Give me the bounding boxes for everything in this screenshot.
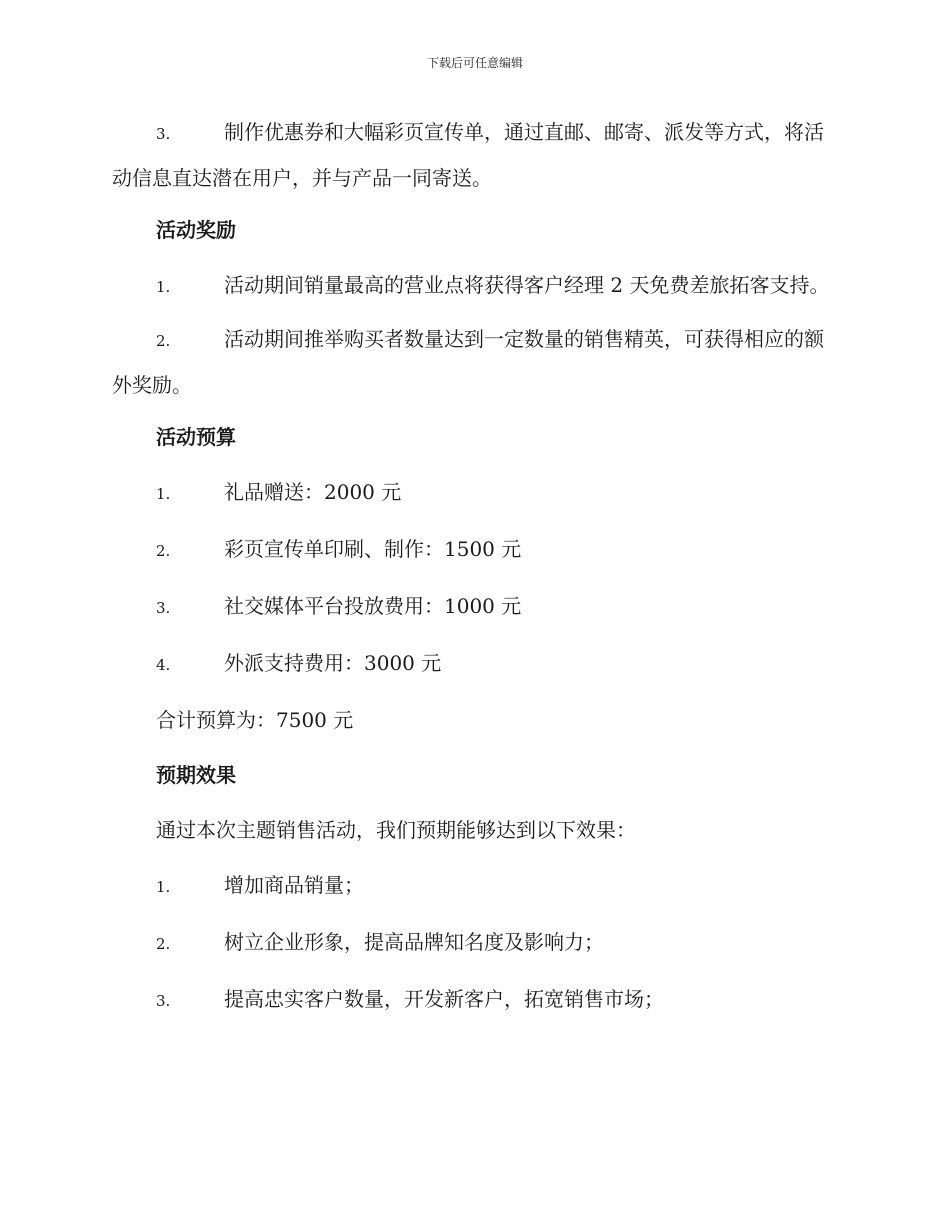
- effect-item: [156, 977, 836, 1023]
- budget-item: [156, 641, 836, 687]
- list-number: 3.: [156, 125, 171, 143]
- list-number: 2.: [156, 332, 171, 350]
- budget-total: 合计预算为：7500 元: [156, 708, 354, 732]
- reward-item: [112, 263, 836, 309]
- reward-item: [112, 317, 836, 407]
- page-header: 下载后可任意编辑: [426, 56, 523, 70]
- list-number: 3.: [156, 992, 171, 1010]
- effect-item: [156, 863, 836, 909]
- list-number: 1.: [156, 278, 171, 296]
- section-heading-budget: 活动预算: [156, 425, 236, 449]
- item-text: 提高忠实客户数量，开发新客户，拓宽销售市场；: [224, 987, 664, 1011]
- list-number: 2.: [156, 935, 171, 953]
- item-text: 树立企业形象，提高品牌知名度及影响力；: [224, 930, 604, 954]
- list-number: 4.: [156, 656, 171, 674]
- effect-item: [156, 920, 836, 966]
- document-body: [112, 110, 836, 1034]
- list-number: 1.: [156, 878, 171, 896]
- paragraph-text: 活动期间销量最高的营业点将获得客户经理 2 天免费差旅拓客支持。: [224, 273, 830, 297]
- budget-item: [156, 527, 836, 573]
- budget-item: [156, 584, 836, 630]
- list-number: 1.: [156, 485, 171, 503]
- section-heading-rewards: 活动奖励: [156, 218, 236, 242]
- item-text: 礼品赠送：2000 元: [224, 480, 402, 504]
- list-number: 2.: [156, 542, 171, 560]
- list-number: 3.: [156, 599, 171, 617]
- item-text: 增加商品销量；: [224, 873, 364, 897]
- paragraph-text: 制作优惠券和大幅彩页宣传单，通过直邮、邮寄、派发等方式，将活动信息直达潜在用户，并与产品一同寄送。: [112, 120, 824, 190]
- paragraph-text: 活动期间推举购买者数量达到一定数量的销售精英，可获得相应的额外奖励。: [112, 327, 824, 397]
- section-heading-effects: 预期效果: [156, 763, 236, 787]
- effects-intro: 通过本次主题销售活动，我们预期能够达到以下效果：: [156, 818, 636, 842]
- item-text: 社交媒体平台投放费用：1000 元: [224, 594, 522, 618]
- item-text: 彩页宣传单印刷、制作：1500 元: [224, 537, 522, 561]
- intro-paragraph: [112, 110, 836, 200]
- budget-item: [156, 470, 836, 516]
- item-text: 外派支持费用：3000 元: [224, 651, 442, 675]
